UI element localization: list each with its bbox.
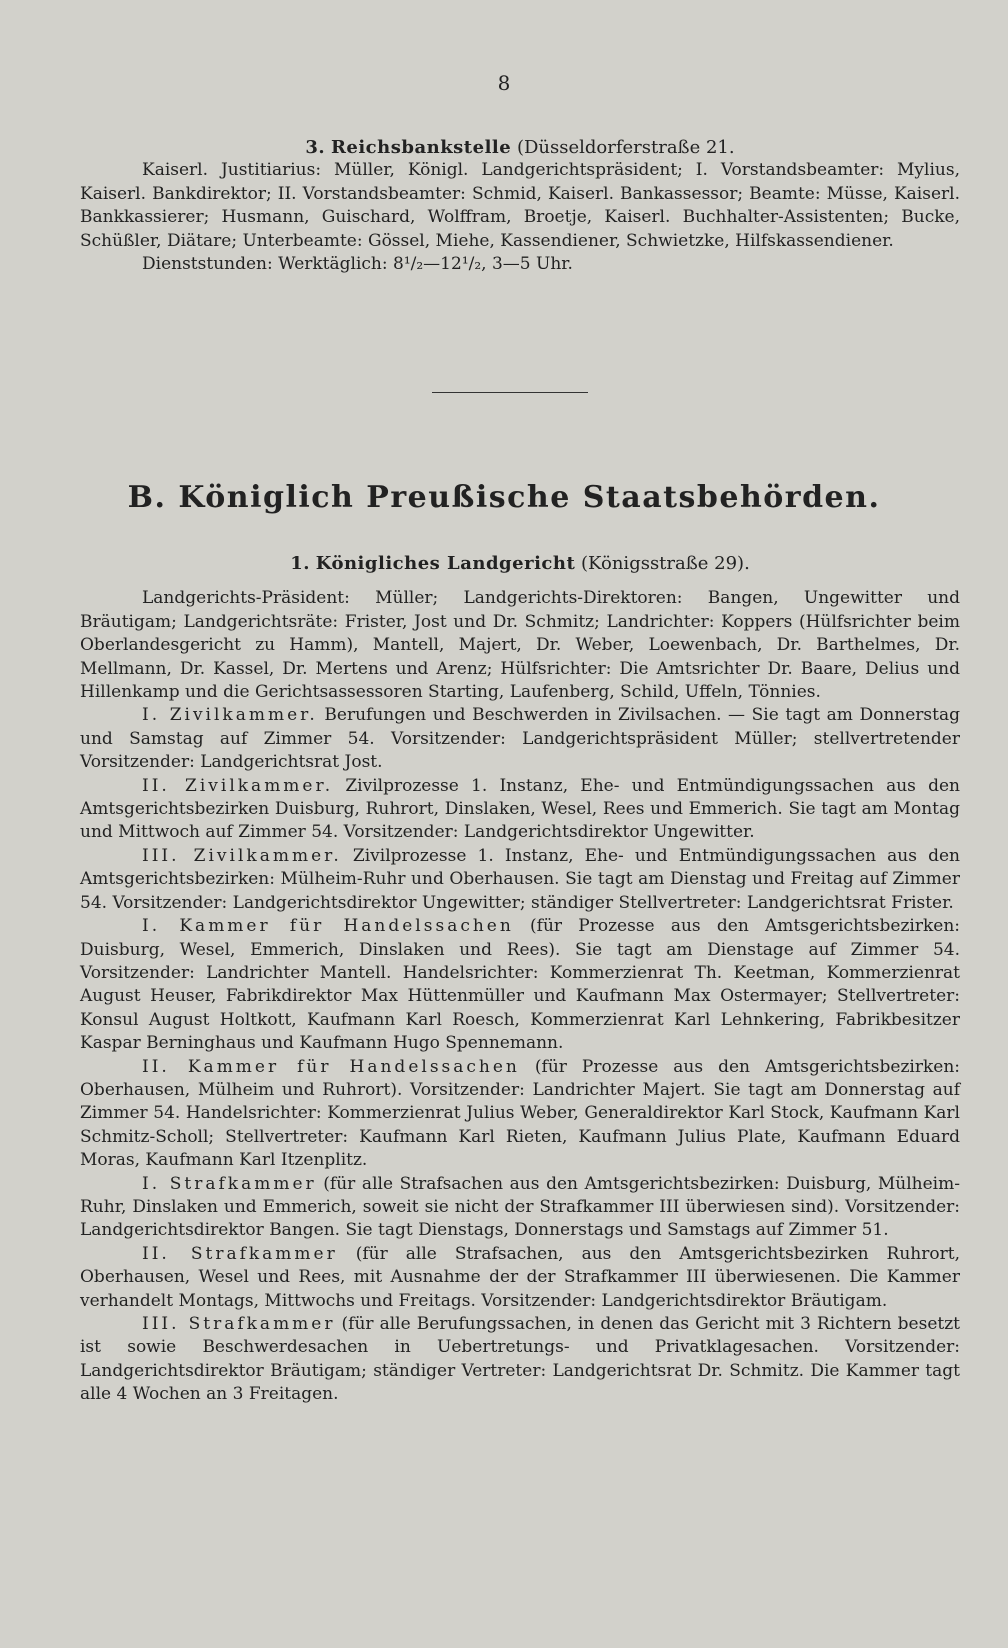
part-b-heading: B. Königlich Preußische Staatsbehörden.: [127, 480, 881, 515]
reichsbank-hours: Dienststunden: Werktäglich: 8¹/₂—12¹/₂, 3—5 Uhr.: [142, 254, 573, 275]
chamber-paragraph: [80, 1056, 960, 1173]
chamber-label: II. Zivilkammer.: [142, 775, 334, 796]
landgericht-intro: Landgerichts-Präsident: Müller; Landgerichts-Direktoren: Bangen, Ungewitter und Bräutigam; Landgerichtsräte: Frister, Jost und Dr. Schmitz; Landrichter: Koppers (Hülfsrichter beim Oberlandesgericht zu Hamm), Mantell, Majert, Dr. Weber, Loewenbach, Dr. Barthelmes, Dr. Mellmann, Dr. Kassel, Dr. Mertens und Arenz; Hülfsrichter: Die Amtsrichter Dr. Baare, Delius und Hillenkamp und die Gerichtsassessoren Starting, Laufenberg, Schild, Uffeln, Tönnies.: [80, 588, 960, 703]
landgericht-title: Königliches Landgericht: [315, 553, 576, 574]
chamber-paragraph: [80, 915, 960, 1055]
page-number: 8: [497, 71, 511, 95]
chamber-text: (für alle Strafsachen aus den Amtsgerichtsbezirken: Duisburg, Mülheim-Ruhr, Dinslaken und Emmerich, soweit sie nicht der Strafkammer III überwiesen sind). Vorsitzender: Landgerichtsdirektor Bangen. Sie tagt Dienstags, Donnerstags und Samstags auf Zimmer 51.: [80, 1173, 960, 1241]
landgericht-number: 1.: [290, 553, 310, 574]
chamber-text: (für Prozesse aus den Amtsgerichtsbezirken: Oberhausen, Mülheim und Ruhrort). Vorsitzender: Landrichter Majert. Sie tagt am Donnerstag auf Zimmer 54. Handelsrichter: Kommerzienrat Julius Weber, Generaldirektor Karl Stock, Kaufmann Karl Schmitz-Scholl; Stellvertreter: Kaufmann Karl Rieten, Kaufmann Julius Plate, Kaufmann Eduard Moras, Kaufmann Karl Itzenplitz.: [80, 1056, 961, 1171]
landgericht-heading: [80, 552, 960, 575]
chamber-text: Zivilprozesse 1. Instanz, Ehe- und Entmündigungssachen aus den Amtsgerichtsbezirken: Mülheim-Ruhr und Oberhausen. Sie tagt am Dienstag und Freitag auf Zimmer 54. Vorsitzender: Landgerichtsdirektor Ungewitter; ständiger Stellvertreter: Landgerichtsrat Frister.: [80, 845, 960, 913]
landgericht-address: (Königsstraße 29).: [581, 553, 750, 574]
reichsbank-section: [80, 136, 960, 276]
chamber-label: I. Strafkammer: [142, 1173, 317, 1194]
chamber-label: I. Zivilkammer.: [142, 705, 318, 726]
chamber-paragraph: [80, 1243, 960, 1313]
reichsbank-body: Kaiserl. Justitiarius: Müller, Königl. Landgerichtspräsident; I. Vorstandsbeamter: Mylius, Kaiserl. Bankdirektor; II. Vorstandsbeamter: Schmid, Kaiserl. Bankassessor; Beamte: Müsse, Kaiserl. Bankkassierer; Husmann, Guischard, Wolffram, Broetje, Kaiserl. Buchhalter-Assistenten; Bucke, Schüßler, Diätare; Unterbeamte: Gössel, Miehe, Kassendiener, Schwietzke, Hilfskassendiener.: [80, 160, 960, 251]
chamber-text: (für alle Strafsachen, aus den Amtsgerichtsbezirken Ruhrort, Oberhausen, Wesel und Rees, mit Ausnahme der der Strafkammer III überwiesenen. Die Kammer verhandelt Montags, Mittwochs und Freitags. Vorsitzender: Landgerichtsdirektor Bräutigam.: [80, 1243, 960, 1311]
reichsbank-title: Reichsbankstelle: [330, 137, 512, 158]
chamber-text: Zivilprozesse 1. Instanz, Ehe- und Entmündigungssachen aus den Amtsgerichtsbezirken Duisburg, Ruhrort, Dinslaken, Wesel, Rees und Emmerich. Sie tagt am Montag und Mittwoch auf Zimmer 54. Vorsitzender: Landgerichtsdirektor Ungewitter.: [80, 775, 960, 843]
chamber-label: II. Kammer für Handelssachen: [142, 1056, 520, 1077]
reichsbank-number: 3.: [305, 137, 326, 158]
chamber-paragraph: [80, 1313, 960, 1407]
chamber-label: II. Strafkammer: [142, 1243, 338, 1264]
reichsbank-address: (Düsseldorferstraße 21.: [516, 137, 735, 158]
chamber-paragraph: [80, 775, 960, 845]
reichsbank-heading: [80, 136, 960, 159]
chamber-text: Berufungen und Beschwerden in Zivilsachen. — Sie tagt am Donnerstag und Samstag auf Zimmer 54. Vorsitzender: Landgerichtspräsident Müller; stellvertretender Vorsitzender: Landgerichtsrat Jost.: [80, 705, 960, 773]
chamber-text: (für Prozesse aus den Amtsgerichtsbezirken: Duisburg, Wesel, Emmerich, Dinslaken und Rees). Sie tagt am Dienstage auf Zimmer 54. Vorsitzender: Landrichter Mantell. Handelsrichter: Kommerzienrat Th. Keetman, Kommerzienrat August Heuser, Fabrikdirektor Max Hüttenmüller und Kaufmann Max Ostermayer; Stellvertreter: Konsul August Holtkott, Kaufmann Karl Roesch, Kommerzienrat Karl Lehnkering, Fabrikbesitzer Kaspar Berninghaus und Kaufmann Hugo Spennemann.: [80, 916, 961, 1054]
chamber-paragraph: [80, 704, 960, 774]
chamber-paragraph: [80, 1173, 960, 1243]
chamber-paragraph: [80, 845, 960, 915]
chamber-label: III. Strafkammer: [142, 1314, 336, 1334]
landgericht-section: [80, 552, 960, 1407]
chamber-label: III. Zivilkammer.: [142, 845, 342, 866]
chamber-label: I. Kammer für Handelssachen: [142, 916, 514, 937]
section-divider: [432, 392, 588, 393]
chamber-text: (für alle Berufungssachen, in denen das Gericht mit 3 Richtern besetzt ist sowie Beschwerdesachen in Uebertretungs- und Privatklagesachen. Vorsitzender: Landgerichtsdirektor Bräutigam; ständiger Vertreter: Landgerichtsrat Dr. Schmitz. Die Kammer tagt alle 4 Wochen an 3 Freitagen.: [80, 1314, 960, 1405]
